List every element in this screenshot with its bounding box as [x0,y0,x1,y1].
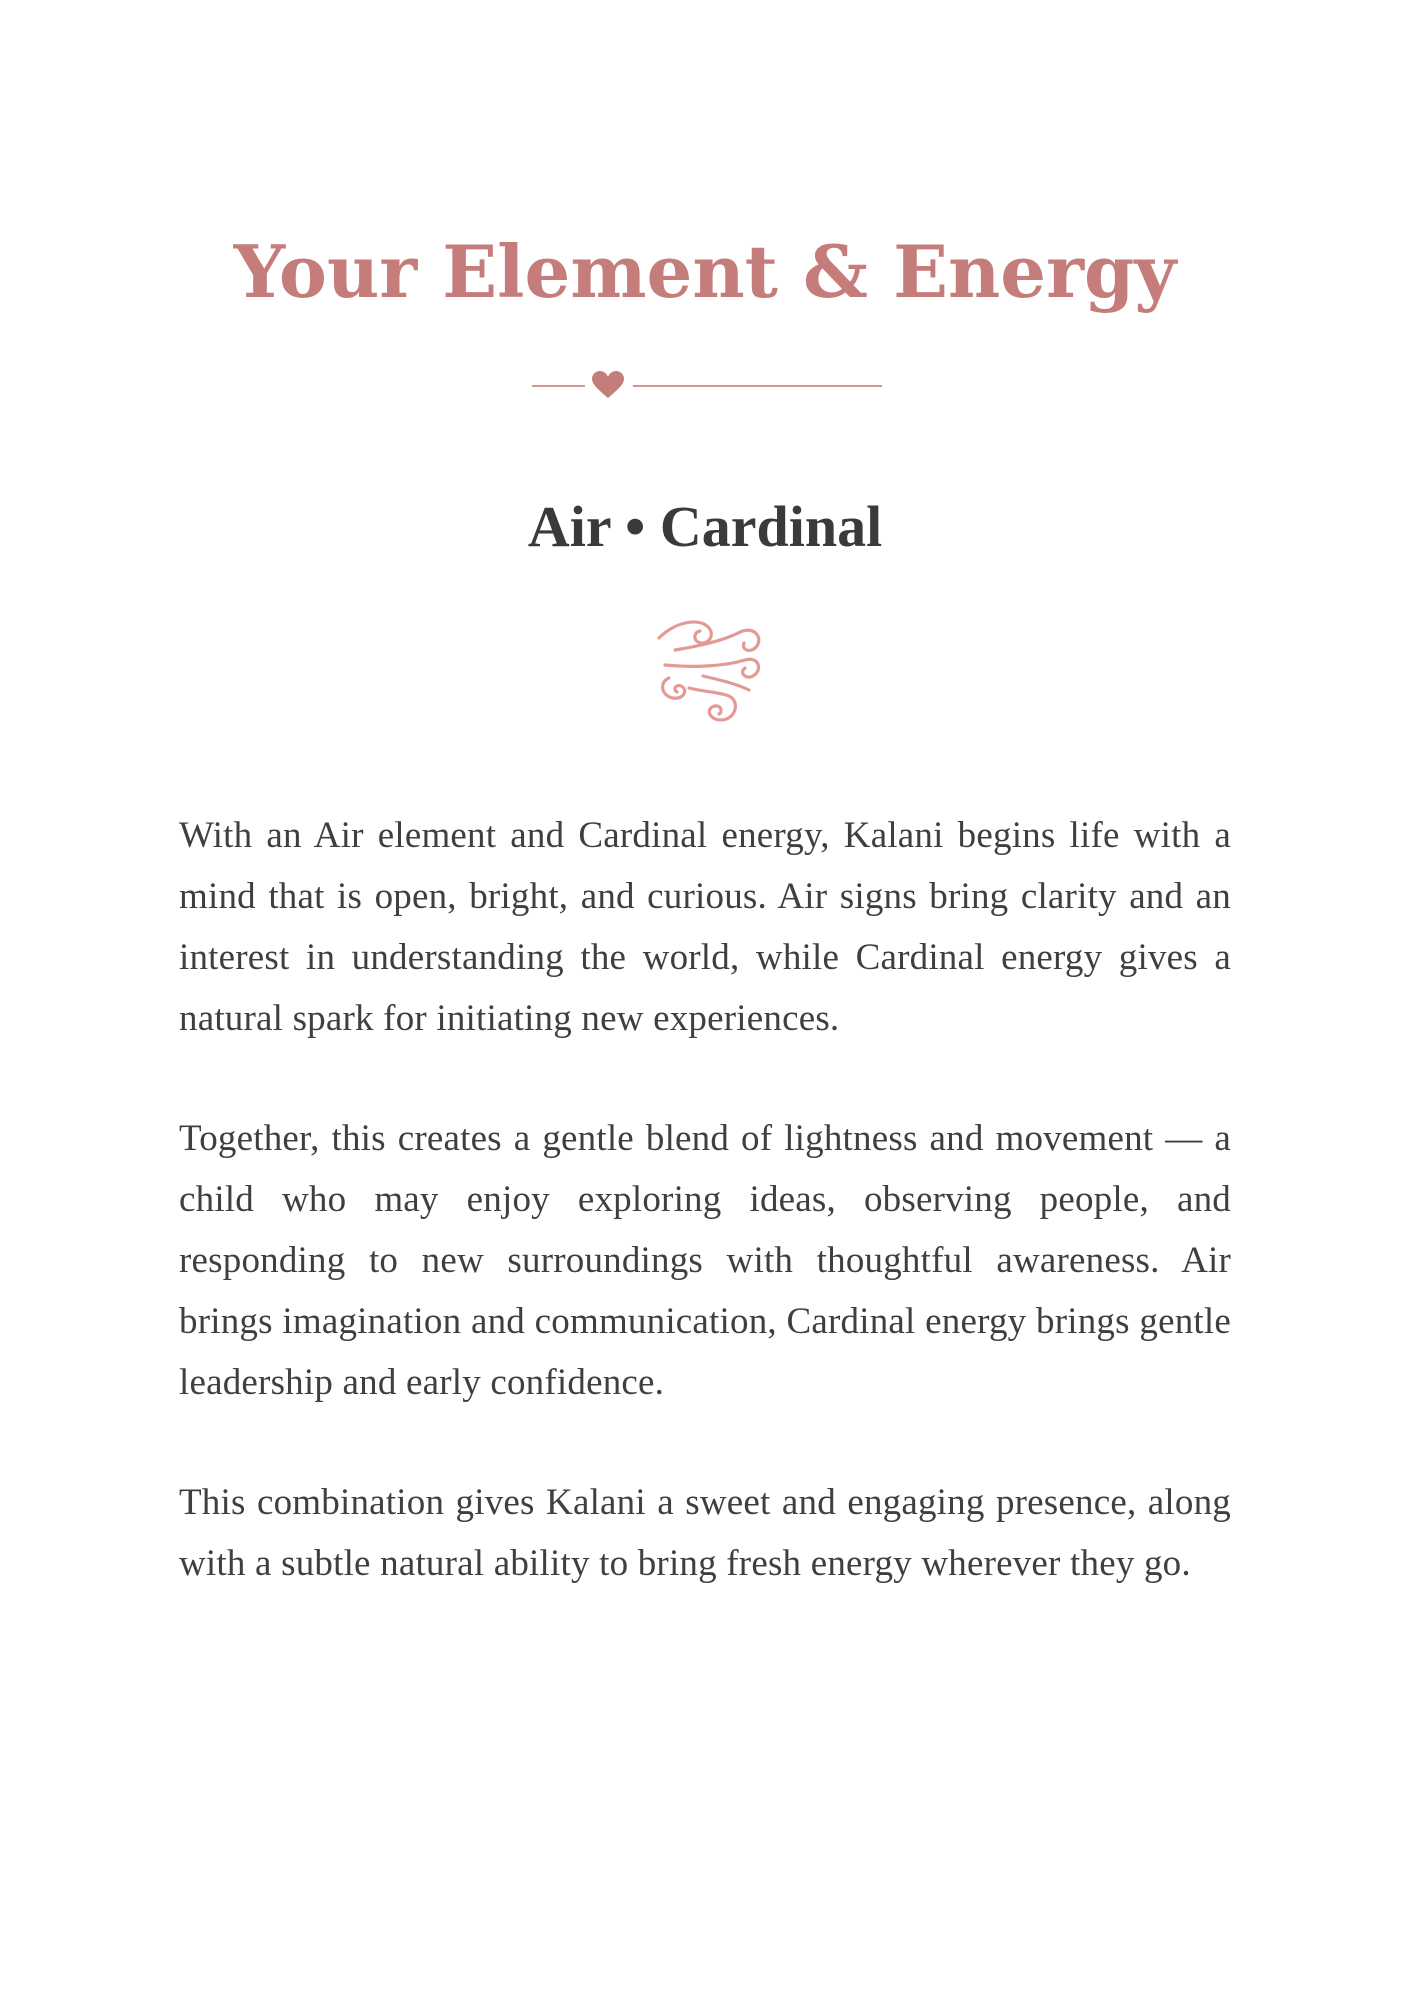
element-energy-subtitle: Air • Cardinal [527,494,883,559]
paragraph-1: With an Air element and Cardinal energy, Kalani begins life with a mind that is open, bright, and curious. Air signs bring clarity and an interest in understanding the world, while Cardinal energy gives a natural spark for initiating new experiences. [179,815,1231,1039]
paragraph-3: This combination gives Kalani a sweet and engaging presence, along with a subtle natural ability to bring fresh energy wherever they go. [179,1482,1231,1584]
paragraph-2: Together, this creates a gentle blend of lightness and movement — a child who may enjoy exploring ideas, observing people, and responding to new surroundings with thoughtful awareness. Air brings imagination and communication, Cardinal energy brings gentle leadership and early confidence. [179,1118,1231,1403]
heart-icon [592,371,624,398]
ornamental-divider [530,368,885,408]
air-element-icon [645,610,770,735]
body-text [179,805,1231,1653]
page-title: Your Element & Energy [233,229,1177,314]
